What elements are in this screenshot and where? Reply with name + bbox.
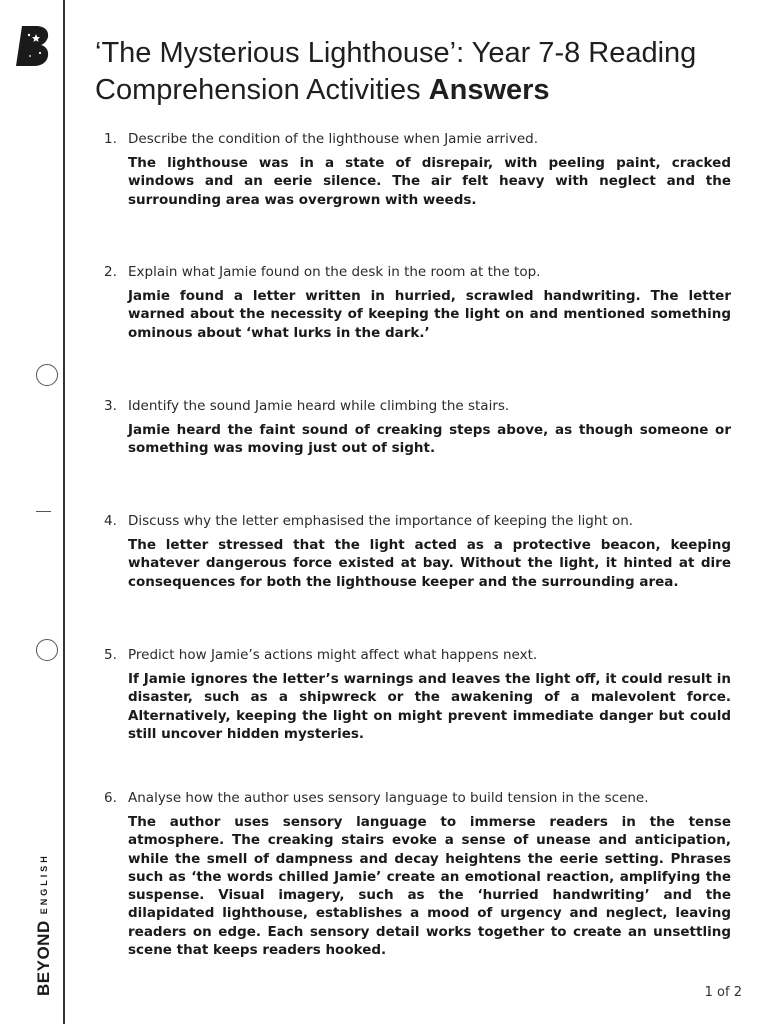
question-prompt xyxy=(104,263,540,281)
question-prompt xyxy=(104,130,538,148)
page-number: 1 of 2 xyxy=(704,985,742,1000)
question-prompt xyxy=(104,646,537,664)
fold-mark xyxy=(36,511,51,512)
beyond-logo-icon xyxy=(16,26,50,66)
page-title xyxy=(95,35,745,109)
question-prompt xyxy=(104,789,649,807)
question-number: 1. xyxy=(104,131,117,147)
question-text: Identify the sound Jamie heard while climbing the stairs. xyxy=(128,398,510,414)
answer-text: The author uses sensory language to immerse readers in the tense atmosphere. The creaking stairs evoke a sense of unease and anticipation, while the smell of dampness and decay heightens the eerie setting. Phrases such as ‘the words chilled Jamie’ create an emotional reaction, amplifying the suspense. Visual imagery, such as the ‘hurried handwriting’ and the dilapidated lighthouse, establishes a mood of urgency and neglect, leaving readers on edge. Each sensory detail works together to create an unsettling scene that keeps readers hooked. xyxy=(128,814,731,959)
question-text: Explain what Jamie found on the desk in the room at the top. xyxy=(128,264,541,280)
question-number: 4. xyxy=(104,513,117,529)
question-text: Describe the condition of the lighthouse when Jamie arrived. xyxy=(128,131,538,147)
margin-rule xyxy=(63,0,65,1024)
brand-name: BEYOND xyxy=(34,920,53,996)
question-number: 2. xyxy=(104,264,117,280)
brand-wordmark xyxy=(34,853,54,996)
question-number: 5. xyxy=(104,647,117,663)
title-emphasis: Answers xyxy=(428,74,550,106)
answer-text: If Jamie ignores the letter’s warnings and leaves the light off, it could result in disaster, such as a shipwreck or the awakening of a malevolent force. Alternatively, keeping the light on might prevent immediate danger but could still uncover hidden mysteries. xyxy=(128,671,731,742)
question-number: 6. xyxy=(104,790,117,806)
answer-text: The letter stressed that the light acted as a protective beacon, keeping whatever dangerous force existed at bay. Without the light, it hinted at dire consequences for both the lighthouse keeper and the surrounding area. xyxy=(128,537,731,590)
question-prompt xyxy=(104,512,633,530)
punch-hole xyxy=(36,364,58,386)
brand-sub: ENGLISH xyxy=(39,853,49,915)
question-text: Analyse how the author uses sensory language to build tension in the scene. xyxy=(128,790,649,806)
punch-hole xyxy=(36,639,58,661)
answer-text: Jamie found a letter written in hurried, scrawled handwriting. The letter warned about the necessity of keeping the light on and mentioned something ominous about ‘what lurks in the dark.’ xyxy=(128,288,731,341)
answer-text: The lighthouse was in a state of disrepair, with peeling paint, cracked windows and an eerie silence. The air felt heavy with neglect and the surrounding area was overgrown with weeds. xyxy=(128,155,731,208)
question-number: 3. xyxy=(104,398,117,414)
answer-text: Jamie heard the faint sound of creaking steps above, as though someone or something was moving just out of sight. xyxy=(128,422,731,457)
question-text: Predict how Jamie’s actions might affect what happens next. xyxy=(128,647,538,663)
title-main: ‘The Mysterious Lighthouse’: Year 7-8 Reading Comprehension Activities xyxy=(95,37,697,106)
question-text: Discuss why the letter emphasised the importance of keeping the light on. xyxy=(128,513,634,529)
question-prompt xyxy=(104,397,509,415)
